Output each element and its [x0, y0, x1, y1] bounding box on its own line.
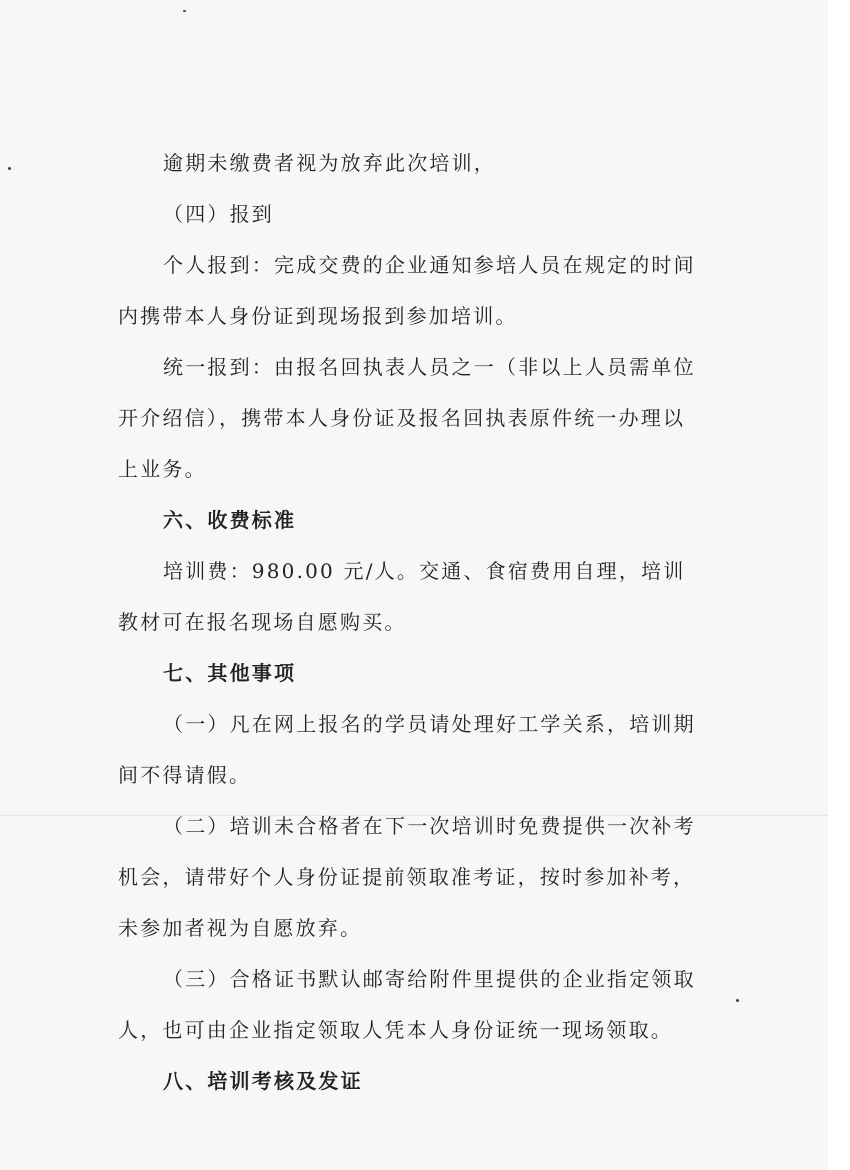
- scan-speck: [8, 167, 11, 170]
- page-edge: [828, 0, 850, 1170]
- heading-fee-standard: 六、收费标准: [163, 508, 297, 532]
- paragraph-unified-registration: 统一报到：由报名回执表人员之一（非以上人员需单位开介绍信），携带本人身份证及报名回执表原件统一办理以上业务。: [118, 355, 696, 481]
- heading-other-matters: 七、其他事项: [163, 661, 297, 685]
- paragraph-individual-registration: 个人报到：完成交费的企业通知参培人员在规定的时间内携带本人身份证到现场报到参加培训。: [118, 253, 696, 328]
- heading-assessment-certification: 八、培训考核及发证: [163, 1069, 363, 1093]
- scan-speck: [183, 10, 186, 12]
- paragraph-other-2: （二）培训未合格者在下一次培训时免费提供一次补考机会，请带好个人身份证提前领取准考证，按时参加补考，未参加者视为自愿放弃。: [118, 814, 696, 940]
- section-registration-title: （四）报到: [163, 202, 274, 226]
- paragraph-other-1: （一）凡在网上报名的学员请处理好工学关系，培训期间不得请假。: [118, 712, 696, 787]
- paragraph-training-fee: 培训费：980.00 元/人。交通、食宿费用自理，培训教材可在报名现场自愿购买。: [118, 559, 686, 634]
- paragraph-overdue: 逾期未缴费者视为放弃此次培训，: [163, 151, 496, 175]
- document-body: [118, 138, 698, 1107]
- scan-speck: [736, 999, 739, 1002]
- paragraph-other-3: （三）合格证书默认邮寄给附件里提供的企业指定领取人，也可由企业指定领取人凭本人身份证统一现场领取。: [118, 967, 696, 1042]
